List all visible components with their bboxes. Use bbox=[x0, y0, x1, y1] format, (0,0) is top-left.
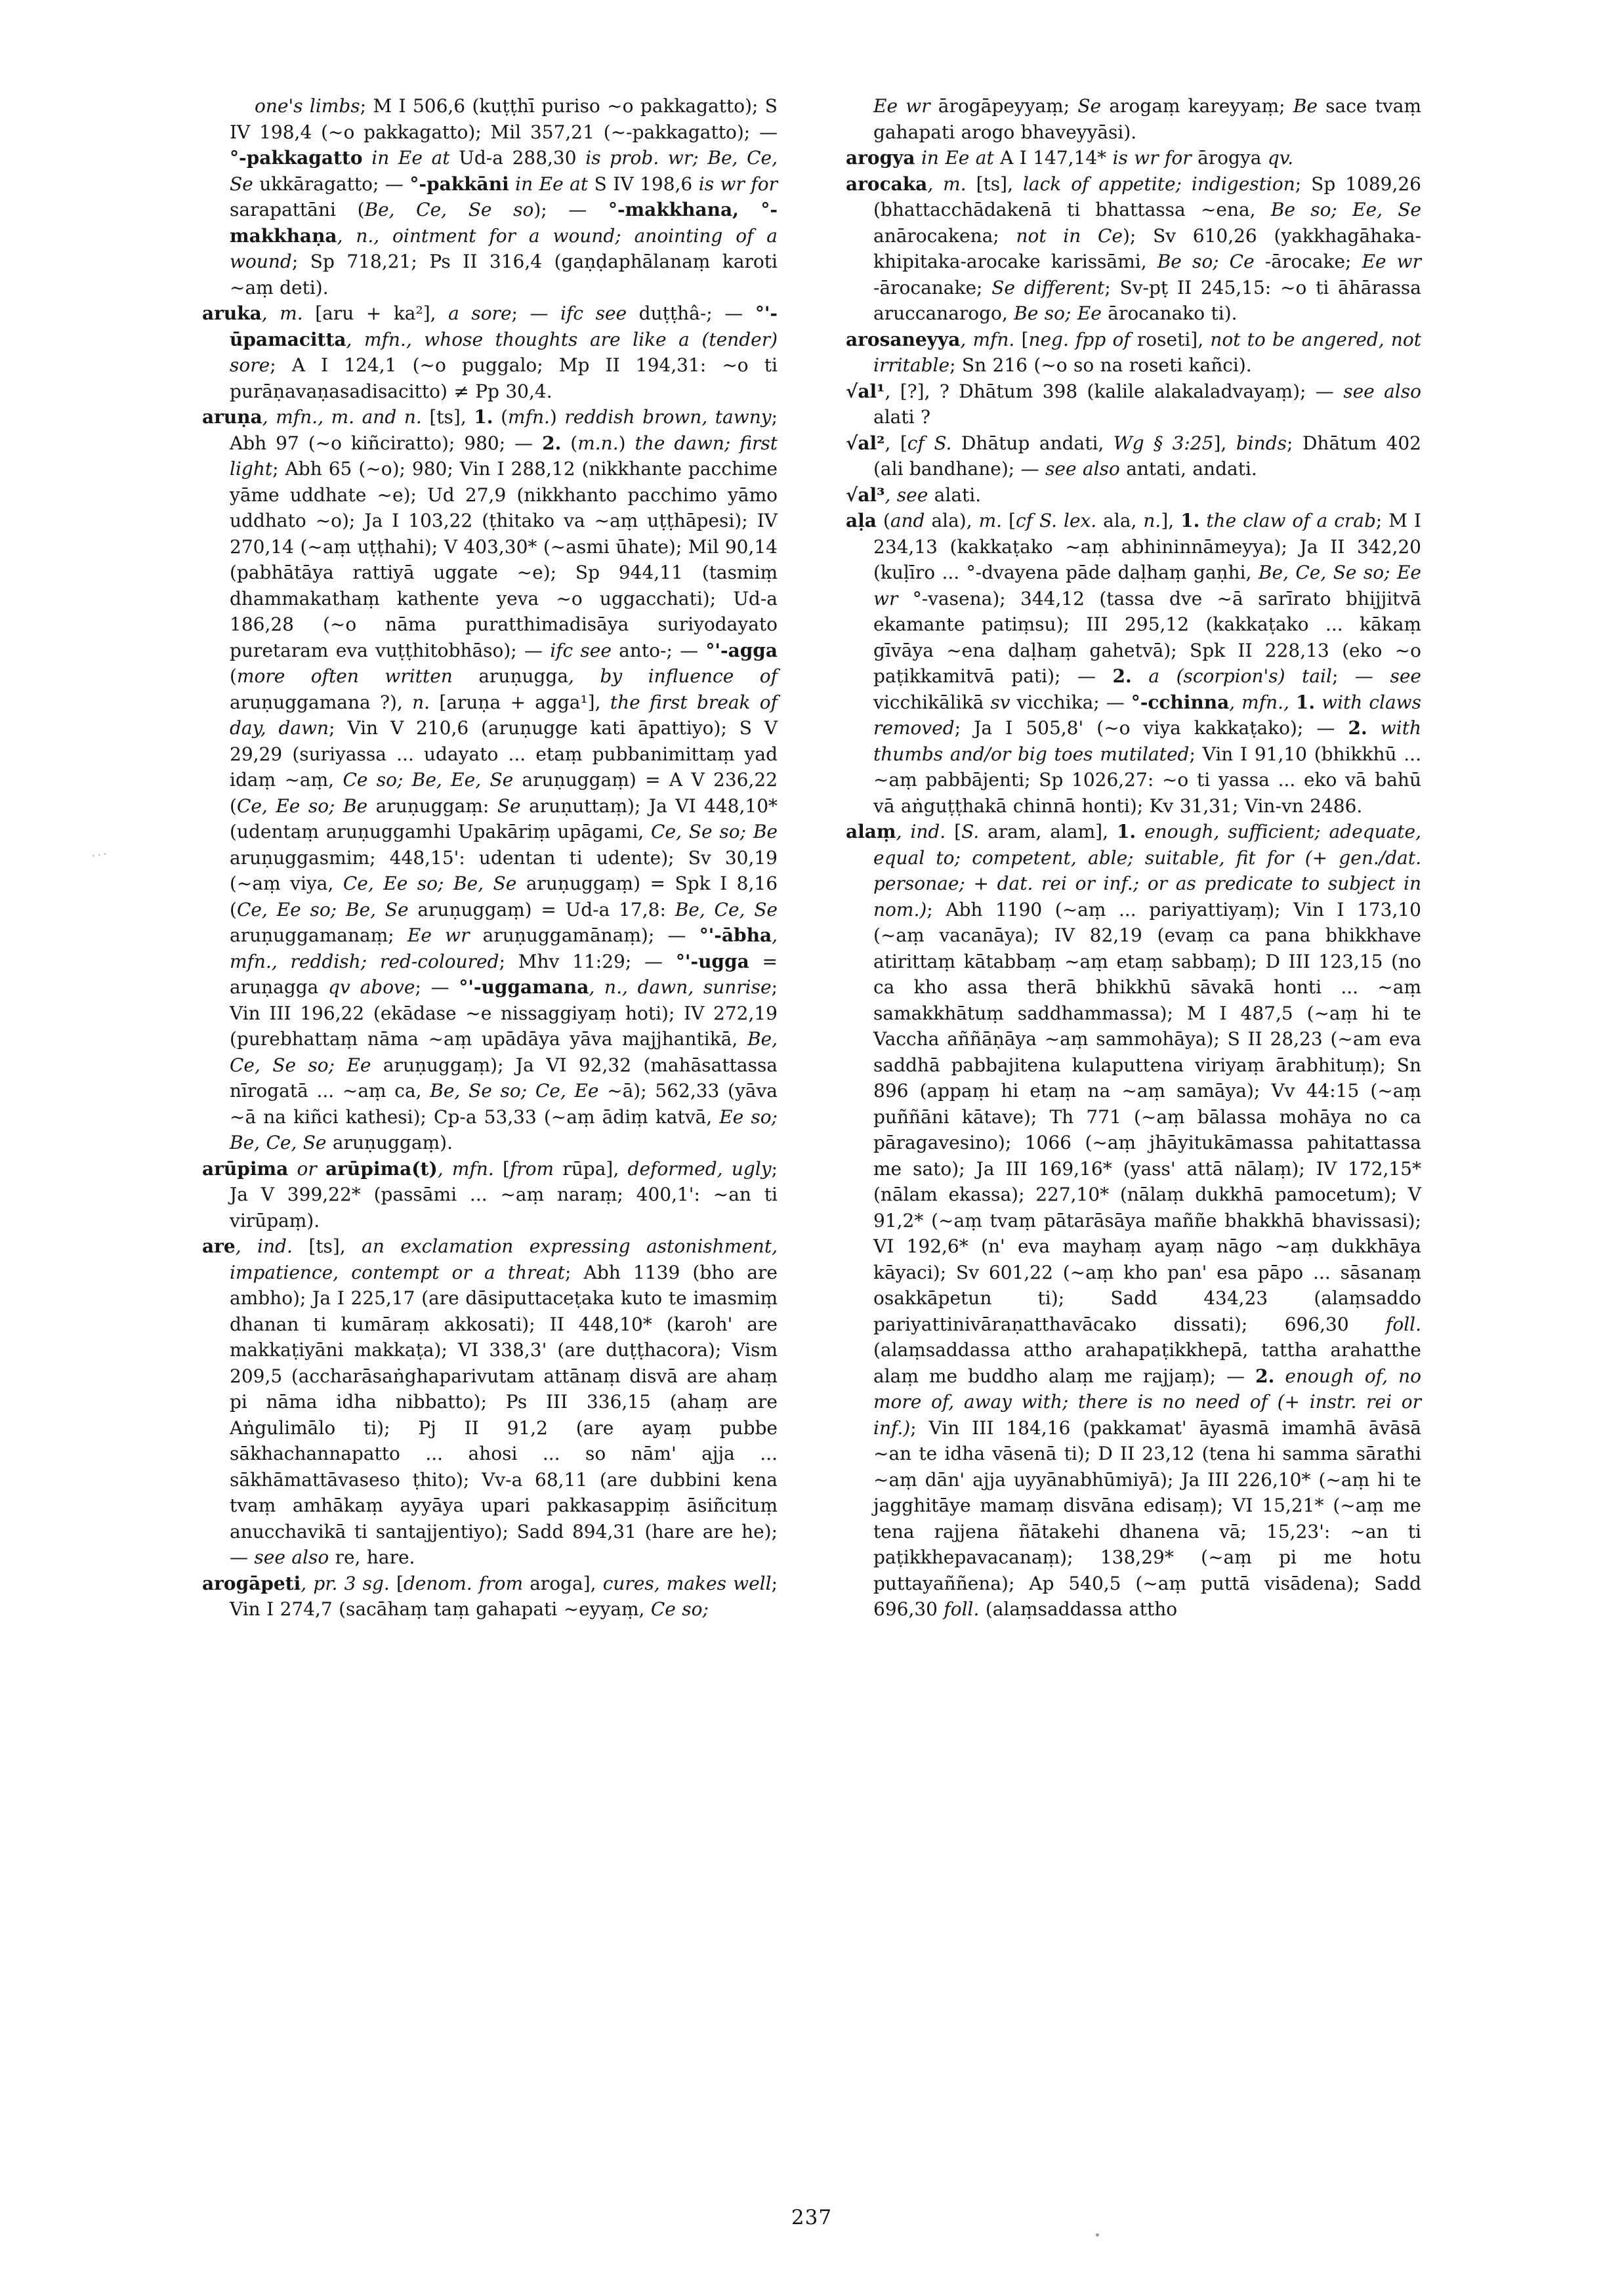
entry-text-segment: a sore bbox=[448, 302, 512, 324]
entry-text-segment: in Ee at bbox=[509, 173, 594, 195]
entry-text-segment: Ce, Ee so; Be bbox=[236, 795, 376, 817]
entry-text-segment: ; Mhv 11:29; — bbox=[499, 950, 676, 972]
entry-text-segment: Dhātup andati, bbox=[961, 432, 1114, 454]
entry-text-segment: aram, alam], bbox=[988, 821, 1117, 842]
entry-text-segment: 1. bbox=[474, 406, 493, 428]
entry-text-segment: n. bbox=[412, 691, 440, 713]
entry-text-segment: Ee so; Be, Ce, Se bbox=[230, 1106, 778, 1153]
entry-text-segment: aruṇuggaṃ) = Spk I 8,16 ( bbox=[230, 873, 778, 920]
entry-text-segment: Be, Ce, Se so bbox=[364, 199, 534, 220]
entry-text-segment: lack of appetite; indigestion bbox=[1022, 173, 1295, 195]
entry-text-segment: vicchika; — bbox=[1016, 691, 1131, 713]
entry-text-segment: antati, andati. bbox=[1126, 458, 1257, 480]
entry-text-segment: [ bbox=[503, 1157, 510, 1180]
entry-text-segment: aruṇuggaṃ: bbox=[375, 795, 497, 817]
entry-aruka bbox=[202, 300, 778, 404]
entry-text-segment: ) bbox=[618, 432, 635, 454]
entry-text-segment: [aru + ka²], bbox=[315, 302, 449, 324]
entry-text-segment: 2. bbox=[1255, 1365, 1275, 1387]
entry-al-1 bbox=[846, 379, 1421, 430]
entry-text-segment: with thumbs and/or big toes mutilated bbox=[873, 717, 1421, 765]
entry-al-3 bbox=[846, 482, 1421, 508]
entry-text-segment: Be, Ce, Se so; Ee bbox=[230, 1028, 778, 1076]
entry-text-segment: , m. bbox=[261, 302, 316, 324]
entry-continuation bbox=[202, 93, 778, 300]
entry-text-segment: [ bbox=[1021, 328, 1029, 350]
entry-text-segment: , ind. bbox=[235, 1235, 309, 1257]
entry-text-segment: , n., ointment for a wound; anointing of a wound bbox=[230, 224, 778, 272]
entry-text-segment: aḷa bbox=[846, 510, 877, 531]
entry-text-segment: ala, bbox=[1103, 510, 1144, 531]
entry-text-segment: is wr for bbox=[1112, 147, 1198, 169]
entry-text-segment: Be, Se so; Ce, Ee bbox=[430, 1080, 608, 1102]
entry-text-segment: aruṇuggaṃ) = A V 236,22 ( bbox=[230, 769, 778, 817]
entry-text-segment: , see bbox=[885, 484, 934, 506]
entry-text-segment: ārogya bbox=[1197, 147, 1268, 169]
entry-text-segment: the first break of day, dawn bbox=[230, 691, 778, 739]
entry-text-segment: , mfn., whose thoughts are like a (tender) sore bbox=[230, 328, 778, 376]
entry-text-segment: with claws removed bbox=[873, 691, 1421, 739]
entry-text-segment: aroga], bbox=[530, 1572, 603, 1594]
entry-text-segment: aruṇa bbox=[202, 406, 262, 428]
entry-text-segment: ); Sv 610,26 (yakkhagāhaka-khipitaka-arocake karissāmi, bbox=[873, 224, 1422, 272]
entry-text-segment: see also bbox=[1045, 458, 1127, 480]
entry-text-segment: ifc see bbox=[560, 302, 639, 324]
entry-text-segment: ; A I 124,1 (~o puggalo; Mp II 194,31: ~o ti purāṇavaṇasadisacitto) ≠ Pp 30,4. bbox=[230, 354, 778, 402]
entry-text-segment: ], bbox=[1213, 432, 1236, 454]
entry-text-segment: ; Abh 1139 (bho are ambho); Ja I 225,17 (are dāsiputtaceṭaka kuto te imasmiṃ dhanan ti kumāraṃ akkosati); II 448,10* (karoh' are makkaṭiyāni makkaṭa); VI 338,3' (are duṭṭhacora); Vism 209,5 (accharāsaṅghaparivutam attānaṃ disvā are ahaṃ pi nāma idha nibbatto); Ps III 336,15 (ahaṃ are Aṅgulimālo ti); Pj II 91,2 (are ayaṃ pubbe sākhachannapatto ... ahosi ... so nām' ajja ... sākhāmattāvaseso ṭhito); Vv-a 68,11 (are dubbini kena tvaṃ amhākaṃ ayyāya upari pakkasappiṃ āsiñcituṃ anucchavikā ti santajjentiyo); Sadd 894,31 (hare are he); — bbox=[230, 1261, 778, 1568]
entry-text-segment: , mfn. bbox=[437, 1157, 503, 1180]
entry-text-segment: alati. bbox=[934, 484, 982, 506]
entry-text-segment: ], bbox=[1161, 510, 1181, 531]
entry-text-segment: aruṇuggamanaṃ; bbox=[230, 924, 407, 946]
entry-text-segment: is prob. wr; Be, Ce, Se bbox=[230, 147, 778, 195]
entry-text-segment: ; Sv-pṭ II 245,15: ~o ti āhārassa aruccanarogo, bbox=[873, 276, 1421, 324]
entry-text-segment: arūpima(t) bbox=[325, 1157, 438, 1180]
entry-text-segment: ; Vin III 184,16 (pakkamat' āyasmā imamhā āvāsā ~an te idha vāsenā ti); D II 23,12 (tena hi samma sārathi ~aṃ dān' ajja uyyānabhūmiyā); Ja III 226,10* (~aṃ hi te jagghitāye mamaṃ disvāna edisaṃ); VI 15,21* (~aṃ me tena rajjena ñātakehi dhanena vā; 15,23': ~an ti paṭikkhepavacanaṃ); 138,29* (~aṃ pi me hotu puttayaññena); Ap 540,5 (~aṃ puttā visādena); Sadd 696,30 bbox=[873, 1416, 1421, 1620]
entry-text-segment: (alaṃsaddassa attho bbox=[985, 1598, 1178, 1620]
entry-text-segment: not to be angered, not irritable bbox=[873, 328, 1421, 376]
entry-text-segment: aruṇuttaṃ); Ja VI 448,10* (udentaṃ aruṇuggamhi Upakāriṃ upāgami, bbox=[230, 795, 778, 842]
entry-text-segment: , mfn., bbox=[1229, 691, 1296, 713]
scan-dot-artifact bbox=[1096, 2233, 1099, 2237]
entry-text-segment: [ bbox=[954, 821, 962, 842]
entry-text-segment: Be bbox=[1293, 95, 1326, 117]
entry-text-segment: in Ee at bbox=[362, 147, 459, 169]
entry-text-segment: sace tvaṃ gahapati arogo bhaveyyāsi). bbox=[873, 95, 1422, 143]
entry-text-segment: -ārocake; bbox=[1264, 251, 1362, 272]
entry-text-segment: ; Sp 1089,26 (bhattacchādakenā ti bhattassa ~ena, bbox=[873, 173, 1421, 220]
entry-text-segment: see also bbox=[1343, 380, 1421, 402]
entry-text-segment: A I 147,14* bbox=[1000, 147, 1113, 169]
entry-text-segment: √al³ bbox=[846, 484, 885, 506]
entry-text-segment: qv. bbox=[1267, 147, 1294, 169]
entry-text-segment: ~ā); 562,33 (yāva ~ā na kiñci kathesi); Cp-a 53,33 (~aṃ ādiṃ katvā, bbox=[230, 1080, 778, 1128]
entry-text-segment: arosaneyya bbox=[846, 328, 961, 350]
entry-text-segment: °-pakkāni bbox=[409, 173, 509, 195]
entry-arogya bbox=[846, 145, 1421, 171]
entry-text-segment: aruṇuggaṃ) = Ud-a 17,8: bbox=[417, 898, 675, 920]
entry-text-segment: duṭṭhâ-; — bbox=[638, 302, 755, 324]
text-columns bbox=[202, 93, 1421, 1623]
entry-text-segment: neg. fpp of bbox=[1028, 328, 1137, 350]
entry-text-segment: Se different bbox=[991, 276, 1105, 299]
entry-text-segment: a (scorpion's) tail bbox=[1131, 665, 1332, 687]
entry-text-segment: reddish brown, tawny bbox=[564, 406, 772, 428]
entry-text-segment: cures, makes well bbox=[602, 1572, 772, 1594]
entry-text-segment: 2. bbox=[1348, 717, 1367, 739]
entry-aruna bbox=[202, 404, 778, 1156]
entry-text-segment: , mfn., m. and n. bbox=[262, 406, 430, 428]
entry-text-segment: ārocanako ti). bbox=[1108, 302, 1238, 324]
entry-text-segment: 2. bbox=[1112, 665, 1132, 687]
entry-text-segment: m.n. bbox=[577, 432, 619, 454]
entry-are bbox=[202, 1233, 778, 1571]
entry-text-segment: Se bbox=[497, 795, 530, 817]
entry-text-segment: ; Vin I 274,7 (sacāhaṃ taṃ gahapati ~eyyaṃ, bbox=[230, 1572, 778, 1620]
entry-text-segment: , mfn., reddish; red-coloured bbox=[230, 924, 778, 972]
entry-text-segment: ; Sn 216 (~o so na roseti kañci). bbox=[949, 354, 1252, 376]
entry-text-segment: deformed, ugly bbox=[627, 1157, 772, 1180]
entry-text-segment: Ud-a 288,30 bbox=[459, 147, 586, 169]
entry-text-segment: °'-ugga bbox=[675, 950, 749, 972]
entry-text-segment: ; — bbox=[511, 302, 561, 324]
entry-text-segment: enough, sufficient; adequate, equal to; competent, able; suitable, fit for (+ gen./dat. personae; + dat. rei or inf.; or as predicate to subject in nom.) bbox=[873, 821, 1422, 920]
entry-text-segment: binds bbox=[1236, 432, 1287, 454]
entry-text-segment: the dawn; first light bbox=[230, 432, 778, 480]
entry-text-segment: ; Vin III 196,22 (ekādase ~e nissaggiyaṃ hoti); IV 272,19 (purebhattaṃ nāma ~aṃ upādāya yāva majjhantikā, bbox=[230, 976, 778, 1050]
entry-arogapeti-continuation bbox=[846, 93, 1421, 145]
entry-text-segment: Be, Ce, Se bbox=[675, 898, 778, 920]
entry-alam bbox=[846, 819, 1421, 1623]
entry-text-segment: Ce, Ee so; Be, Se bbox=[236, 898, 418, 920]
entry-text-segment: ; Vin V 210,6 (aruṇugge kati āpattiyo); S V 29,29 (suriyassa ... udayato ... etaṃ pubbanimittaṃ yad idaṃ ~aṃ, bbox=[230, 717, 778, 791]
entry-text-segment: Be, Ce, Se so; Ee wr bbox=[873, 562, 1421, 610]
column-left bbox=[202, 93, 778, 1623]
entry-text-segment: arocaka bbox=[846, 173, 928, 195]
entry-text-segment: ukkāragatto; — bbox=[259, 173, 410, 195]
entry-text-segment: ( bbox=[230, 665, 237, 687]
entry-text-segment: ala), bbox=[931, 510, 979, 531]
entry-text-segment: ; Vin I 91,10 (bhikkhū ... ~aṃ pabbājenti; Sp 1026,27: ~o ti yassa ... eko vā bahū vā aṅguṭṭhakā chinnā honti); Kv 31,31; Vin-vn 2486. bbox=[873, 743, 1421, 817]
entry-text-segment: aruṇuggaṃ); Ja VI 92,32 (mahāsattassa nīrogatā ... ~aṃ ca, bbox=[230, 1054, 778, 1102]
entry-text-segment: rūpa], bbox=[562, 1157, 628, 1180]
entry-text-segment: ( bbox=[493, 406, 509, 428]
entry-text-segment: from bbox=[509, 1157, 563, 1180]
entry-text-segment: alati ? bbox=[873, 406, 930, 428]
entry-text-segment: foll. bbox=[1385, 1313, 1421, 1335]
entry-text-segment: re, hare. bbox=[335, 1546, 415, 1568]
entry-arupima bbox=[202, 1156, 778, 1234]
entry-text-segment: arogāpeti bbox=[202, 1572, 301, 1594]
entry-text-segment: anārocakena; bbox=[873, 224, 1016, 247]
entry-text-segment: cf S. bbox=[907, 432, 961, 454]
entry-text-segment: Ce, Se so; Be bbox=[651, 821, 778, 842]
entry-text-segment: Ce so; bbox=[650, 1598, 709, 1620]
entry-text-segment: , mfn. bbox=[960, 328, 1022, 350]
entry-text-segment: Se bbox=[1077, 95, 1110, 117]
entry-text-segment: sv bbox=[990, 691, 1017, 713]
entry-text-segment: , n., dawn, sunrise bbox=[589, 976, 772, 998]
column-right bbox=[846, 93, 1421, 1623]
entry-text-segment: anto-; — bbox=[619, 639, 706, 661]
entry-text-segment: ; Abh 97 (~o kiñciratto); 980; — bbox=[230, 406, 778, 454]
entry-text-segment: ; M I 506,6 (kuṭṭhī puriso ~o pakkagatto); S IV 198,4 (~o pakkagatto); Mil 357,21 (~-pakkagatto); — bbox=[230, 95, 778, 143]
scan-smudge-artifact: ... bbox=[89, 842, 110, 861]
entry-text-segment: °-cchinna bbox=[1131, 691, 1230, 713]
entry-text-segment: S. bbox=[961, 821, 988, 842]
entry-text-segment: = aruṇagga bbox=[230, 950, 778, 998]
entry-text-segment: Wg § 3:25 bbox=[1113, 432, 1214, 454]
entry-text-segment: cf S. lex. bbox=[1015, 510, 1104, 531]
entry-text-segment: , ind. bbox=[896, 821, 955, 842]
entry-text-segment: S IV 198,6 bbox=[594, 173, 699, 195]
entry-text-segment: [ts], bbox=[976, 173, 1023, 195]
entry-text-segment: see bbox=[1390, 665, 1421, 687]
entry-text-segment: ; Ja V 399,22* (passāmi ... ~aṃ naraṃ; 400,1': ~an ti virūpaṃ). bbox=[230, 1157, 778, 1231]
entry-text-segment: Be so; Ee bbox=[1014, 302, 1108, 324]
entry-al-2 bbox=[846, 430, 1421, 482]
entry-ala bbox=[846, 508, 1421, 819]
entry-arosaneyya bbox=[846, 327, 1421, 379]
entry-text-segment: qv above bbox=[328, 976, 415, 998]
entry-text-segment: Ce so; Be, Ee, Se bbox=[343, 769, 522, 791]
entry-text-segment: ); — bbox=[533, 199, 608, 220]
entry-text-segment: are bbox=[202, 1235, 236, 1257]
entry-text-segment: 1. bbox=[1116, 821, 1136, 842]
entry-text-segment: , [?], ? Dhātum 398 (kalile alakaladvayaṃ); — bbox=[885, 380, 1344, 402]
entry-text-segment: see also bbox=[254, 1546, 335, 1568]
entry-text-segment: ; Ja I 505,8' (~o viya kakkaṭako); — bbox=[954, 717, 1348, 739]
entry-text-segment: aruṇugga bbox=[478, 665, 569, 687]
entry-text-segment: vicchikālikā bbox=[873, 691, 991, 713]
entry-text-segment: m. bbox=[978, 510, 1009, 531]
entry-text-segment: sarapattāni ( bbox=[230, 199, 365, 220]
entry-text-segment: roseti], bbox=[1136, 328, 1211, 350]
entry-text-segment: ; Abh 1190 (~aṃ ... pariyattiyaṃ); Vin I 173,10 (~aṃ vacanāya); IV 82,19 (evaṃ ca pana bhikkhave atirittaṃ kātabbaṃ ~aṃ etaṃ sabbaṃ); D III 123,15 (no ca kho assa therā bhikkhū sāvakā honti ... ~aṃ samakkhātuṃ saddhammassa); M I 487,5 (~aṃ hi te Vaccha aññāṇāya ~aṃ sammohāya); S II 28,23 (~am eva saddhā pabbajitena kulaputtena viriyaṃ ārabhituṃ); Sn 896 (appaṃ hi etaṃ na ~aṃ samāya); Vv 44:15 (~aṃ puññāni kātave); Th 771 (~aṃ bālassa mohāya no ca pāragavesino); 1066 (~aṃ jhāyitukāmassa pahitattassa me sato); Ja III 169,16* (yass' attā nālaṃ); IV 172,15* (nālam ekassa); 227,10* (nālaṃ dukkhā pamocetum); V 91,2* (~aṃ tvaṃ pātarāsāya maññe bhakkhā bhavissasi); VI 192,6* (n' eva mayhaṃ ayaṃ nāgo ~aṃ dukkhāya kāyaci); Sv 601,22 (~aṃ kho pan' esa pāpo ... sāsanaṃ osakkāpetun ti); Sadd 434,23 (alaṃsaddo pariyattinivāraṇatthavācako dissati); 696,30 bbox=[873, 898, 1421, 1335]
entry-text-segment: °'-ūpamacitta bbox=[230, 302, 778, 350]
page-number: 237 bbox=[791, 2206, 833, 2229]
entry-text-segment: aruṇuggamānaṃ); — bbox=[482, 924, 699, 946]
entry-text-segment: , by influence of bbox=[568, 665, 778, 687]
entry-text-segment: √al² bbox=[846, 432, 885, 454]
entry-text-segment: 2. bbox=[542, 432, 562, 454]
entry-text-segment: aruṇuggamana ?), bbox=[230, 691, 413, 713]
entry-text-segment: aruka bbox=[202, 302, 262, 324]
entry-text-segment: [ts], bbox=[308, 1235, 362, 1257]
entry-text-segment: , m. bbox=[927, 173, 976, 195]
entry-text-segment: (alaṃsaddassa attho arahapaṭikkhepā, tattha arahatthe alaṃ me buddho alaṃ me rajjaṃ); — bbox=[873, 1339, 1421, 1387]
entry-text-segment: Ee wr bbox=[873, 95, 938, 117]
entry-arogapeti bbox=[202, 1571, 778, 1623]
entry-text-segment: foll. bbox=[944, 1598, 986, 1620]
entry-text-segment: n. bbox=[1143, 510, 1161, 531]
entry-text-segment: ; M I 234,13 (kakkaṭako ~aṃ abhininnāmeyya); Ja II 342,20 (kuḷīro ... °-dvayena pāde daḷhaṃ gaṇhi, bbox=[873, 510, 1421, 583]
entry-text-segment: Be so; Ee, Se bbox=[1270, 199, 1421, 220]
entry-text-segment: °-pakkagatto bbox=[230, 147, 363, 169]
entry-text-segment: [ bbox=[396, 1572, 404, 1594]
entry-text-segment: [ts], bbox=[429, 406, 474, 428]
entry-text-segment: Ce, Ee so; Be, Se bbox=[343, 873, 526, 894]
entry-text-segment: not in Ce bbox=[1016, 224, 1123, 247]
entry-text-segment: √al¹ bbox=[846, 380, 885, 402]
entry-text-segment: Be so; Ce bbox=[1157, 251, 1265, 272]
entry-text-segment: ) bbox=[549, 406, 565, 428]
entry-text-segment: mfn. bbox=[508, 406, 550, 428]
entry-text-segment: °'-uggamana bbox=[459, 976, 589, 998]
entry-text-segment: ; Abh 65 (~o); 980; Vin I 288,12 (nikkhante pacchime yāme uddhate ~e); Ud 27,9 (nikkhanto pacchimo yāmo uddhato ~o); Ja I 103,22 (ṭhitako va ~aṃ uṭṭhāpesi); IV 270,14 (~aṃ uṭṭhahi); V 403,30* (~asmi ūhate); Mil 90,14 (pabhātāya rattiyā uggate ~e); Sp 944,11 (tasmiṃ dhammakathaṃ kathente yeva ~o uggacchati); Ud-a 186,28 (~o nāma puratthimadisāya suriyodayato puretaram eva vuṭṭhitobhāso); — bbox=[230, 458, 778, 661]
entry-text-segment: ( bbox=[561, 432, 578, 454]
entry-text-segment: aruṇuggasmim; 448,15': udentan ti udente); Sv 30,19 (~aṃ viya, bbox=[230, 846, 778, 894]
entry-arocaka bbox=[846, 171, 1421, 327]
entry-text-segment: or bbox=[288, 1157, 326, 1180]
entry-text-segment: ; Dhātum 402 (ali bandhane); — bbox=[873, 432, 1421, 480]
entry-text-segment: more often written bbox=[236, 665, 479, 687]
entry-text-segment: one's limbs bbox=[255, 95, 360, 117]
entry-text-segment: ; Sp 718,21; Ps II 316,4 (gaṇḍaphālanaṃ karoti ~aṃ deti). bbox=[230, 251, 778, 299]
entry-text-segment: ārogāpeyyaṃ; bbox=[938, 95, 1078, 117]
entry-text-segment: is wr for bbox=[698, 173, 778, 195]
entry-text-segment: Ee wr bbox=[1362, 251, 1421, 272]
entry-text-segment: 1. bbox=[1180, 510, 1200, 531]
entry-text-segment: enough of, no more of, away with; there is no need of (+ instr. rei or inf.) bbox=[873, 1365, 1421, 1439]
entry-text-segment: arūpima bbox=[202, 1157, 289, 1180]
entry-text-segment: [aruṇa + agga¹], bbox=[439, 691, 610, 713]
entry-text-segment: ifc see bbox=[550, 639, 619, 661]
entry-text-segment: -ārocanake; bbox=[873, 276, 992, 299]
entry-text-segment: arogaṃ kareyyaṃ; bbox=[1109, 95, 1293, 117]
entry-text-segment: an exclamation expressing astonishment, impatience, contempt or a threat bbox=[230, 1235, 778, 1283]
entry-text-segment: °-vasena); 344,12 (tassa dve ~ā sarīrato bhijjitvā ekamante patiṃsu); III 295,12 (kakkaṭako ... kākaṃ gīvāya ~ena daḷhaṃ gahetvā); Spk II 228,13 (eko ~o paṭikkamitvā pati); — bbox=[873, 587, 1421, 687]
entry-text-segment: , [ bbox=[885, 432, 907, 454]
entry-text-segment: and bbox=[890, 510, 932, 531]
entry-text-segment: alaṃ bbox=[846, 821, 896, 842]
entry-text-segment: , pr. 3 sg. bbox=[301, 1572, 396, 1594]
entry-text-segment: °'-ābha bbox=[699, 924, 772, 946]
entry-text-segment: °'-agga bbox=[705, 639, 778, 661]
entry-text-segment: [ bbox=[1009, 510, 1016, 531]
entry-text-segment: arogya bbox=[846, 147, 915, 169]
entry-text-segment: ; — bbox=[415, 976, 459, 998]
entry-text-segment: the claw of a crab bbox=[1199, 510, 1376, 531]
entry-text-segment: denom. from bbox=[403, 1572, 530, 1594]
entry-text-segment: aruṇuggaṃ). bbox=[332, 1132, 453, 1153]
entry-text-segment: 1. bbox=[1295, 691, 1316, 713]
entry-text-segment: ; — bbox=[1331, 665, 1390, 687]
entry-text-segment: in Ee at bbox=[915, 147, 1001, 169]
entry-text-segment: ( bbox=[876, 510, 890, 531]
entry-text-segment: Ee wr bbox=[407, 924, 483, 946]
entry-text-segment: °-makkhana, °-makkhaṇa bbox=[230, 199, 778, 247]
